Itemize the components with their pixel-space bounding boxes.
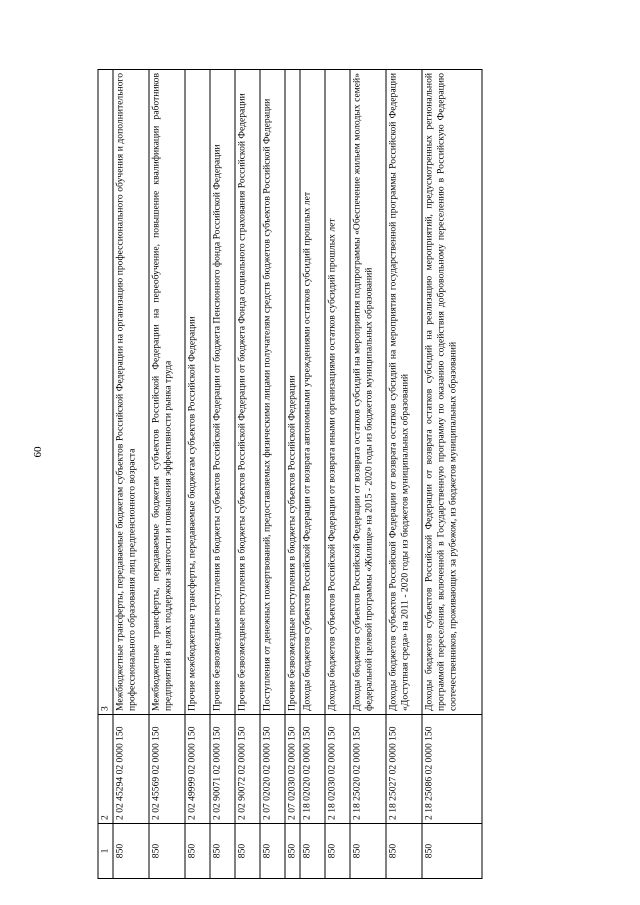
table-row	[285, 70, 300, 879]
budget-code-cell: 2 18 25020 02 0000 150	[350, 715, 386, 824]
admin-code-cell: 850	[113, 824, 149, 879]
budget-code-cell: 2 18 25027 02 0000 150	[386, 715, 422, 824]
admin-code-cell: 850	[210, 824, 235, 879]
income-name-cell: Доходы бюджетов субъектов Российской Федерации от возврата автономными учреждениями остатков субсидий прошлых лет	[300, 70, 325, 715]
table-row	[422, 70, 482, 879]
income-name-cell: Прочие межбюджетные трансферты, передаваемые бюджетам субъектов Российской Федерации	[185, 70, 210, 715]
income-name-cell: Доходы бюджетов субъектов Российской Федерации от возврата остатков субсидий на мероприятия государственной программы Российской Федерации «Доступная среда» на 2011 - 2020 годы из бюджетов муниципальных образований	[386, 70, 422, 715]
page-number: 60	[32, 446, 44, 458]
admin-code-cell: 850	[350, 824, 386, 879]
income-name-cell: Доходы бюджетов субъектов Российской Федерации от возврата остатков субсидий на мероприятия подпрограммы «Обеспечение жильем молодых семей» федеральной целевой программы «Жилище» на 2015 - 2020 годы из бюджетов муниципальных образований	[350, 70, 386, 715]
admin-code-cell: 850	[422, 824, 482, 879]
column-header-3: 3	[98, 70, 113, 715]
admin-code-cell: 850	[386, 824, 422, 879]
budget-code-cell: 2 18 02030 02 0000 150	[325, 715, 350, 824]
income-name-cell: Прочие безвозмездные поступления в бюджеты субъектов Российской Федерации	[285, 70, 300, 715]
budget-code-cell: 2 02 90071 02 0000 150	[210, 715, 235, 824]
table-row	[386, 70, 422, 879]
table-row	[185, 70, 210, 879]
table-row	[210, 70, 235, 879]
column-header-1: 1	[98, 824, 113, 879]
table-row	[325, 70, 350, 879]
column-header-2: 2	[98, 715, 113, 824]
budget-code-cell: 2 18 25086 02 0000 150	[422, 715, 482, 824]
income-name-cell: Доходы бюджетов субъектов Российской Федерации от возврата остатков субсидий на реализацию мероприятий, предусмотренных региональной программой переселения, включенной в Государственную программу по оказанию содействия добровольному переселению в Российскую Федерацию соотечественников, проживающих за рубежом, из бюджетов муниципальных образований	[422, 70, 482, 715]
admin-code-cell: 850	[325, 824, 350, 879]
revenue-codes-table	[98, 69, 483, 879]
budget-code-cell: 2 07 02030 02 0000 150	[285, 715, 300, 824]
admin-code-cell: 850	[300, 824, 325, 879]
table-row	[149, 70, 185, 879]
budget-code-cell: 2 02 49999 02 0000 150	[185, 715, 210, 824]
budget-code-cell: 2 02 45569 02 0000 150	[149, 715, 185, 824]
income-name-cell: Доходы бюджетов субъектов Российской Федерации от возврата иными организациями остатков субсидий прошлых лет	[325, 70, 350, 715]
income-name-cell: Межбюджетные трансферты, передаваемые бюджетам субъектов Российской Федерации на переобучение, повышение квалификации работников предприятий в целях поддержки занятости и повышения эффективности рынка труда	[149, 70, 185, 715]
income-name-cell: Межбюджетные трансферты, передаваемые бюджетам субъектов Российской Федерации на организацию профессионального обучения и дополнительного профессионального образования лиц предпенсионного возраста	[113, 70, 149, 715]
income-name-cell: Прочие безвозмездные поступления в бюджеты субъектов Российской Федерации от бюджета Фонда социального страхования Российской Федерации	[235, 70, 260, 715]
admin-code-cell: 850	[235, 824, 260, 879]
admin-code-cell: 850	[185, 824, 210, 879]
income-name-cell: Прочие безвозмездные поступления в бюджеты субъектов Российской Федерации от бюджета Пенсионного фонда Российской Федерации	[210, 70, 235, 715]
table-header-row	[98, 70, 113, 879]
table-row	[300, 70, 325, 879]
table-row	[235, 70, 260, 879]
rotated-table-container	[98, 69, 561, 879]
admin-code-cell: 850	[260, 824, 285, 879]
table-row	[113, 70, 149, 879]
budget-code-cell: 2 02 45294 02 0000 150	[113, 715, 149, 824]
table-row	[350, 70, 386, 879]
budget-code-cell: 2 07 02020 02 0000 150	[260, 715, 285, 824]
budget-code-cell: 2 02 90072 02 0000 150	[235, 715, 260, 824]
budget-code-cell: 2 18 02020 02 0000 150	[300, 715, 325, 824]
table-row	[260, 70, 285, 879]
income-name-cell: Поступления от денежных пожертвований, предоставляемых физическими лицами получателям средств бюджетов субъектов Российской Федерации	[260, 70, 285, 715]
admin-code-cell: 850	[149, 824, 185, 879]
admin-code-cell: 850	[285, 824, 300, 879]
